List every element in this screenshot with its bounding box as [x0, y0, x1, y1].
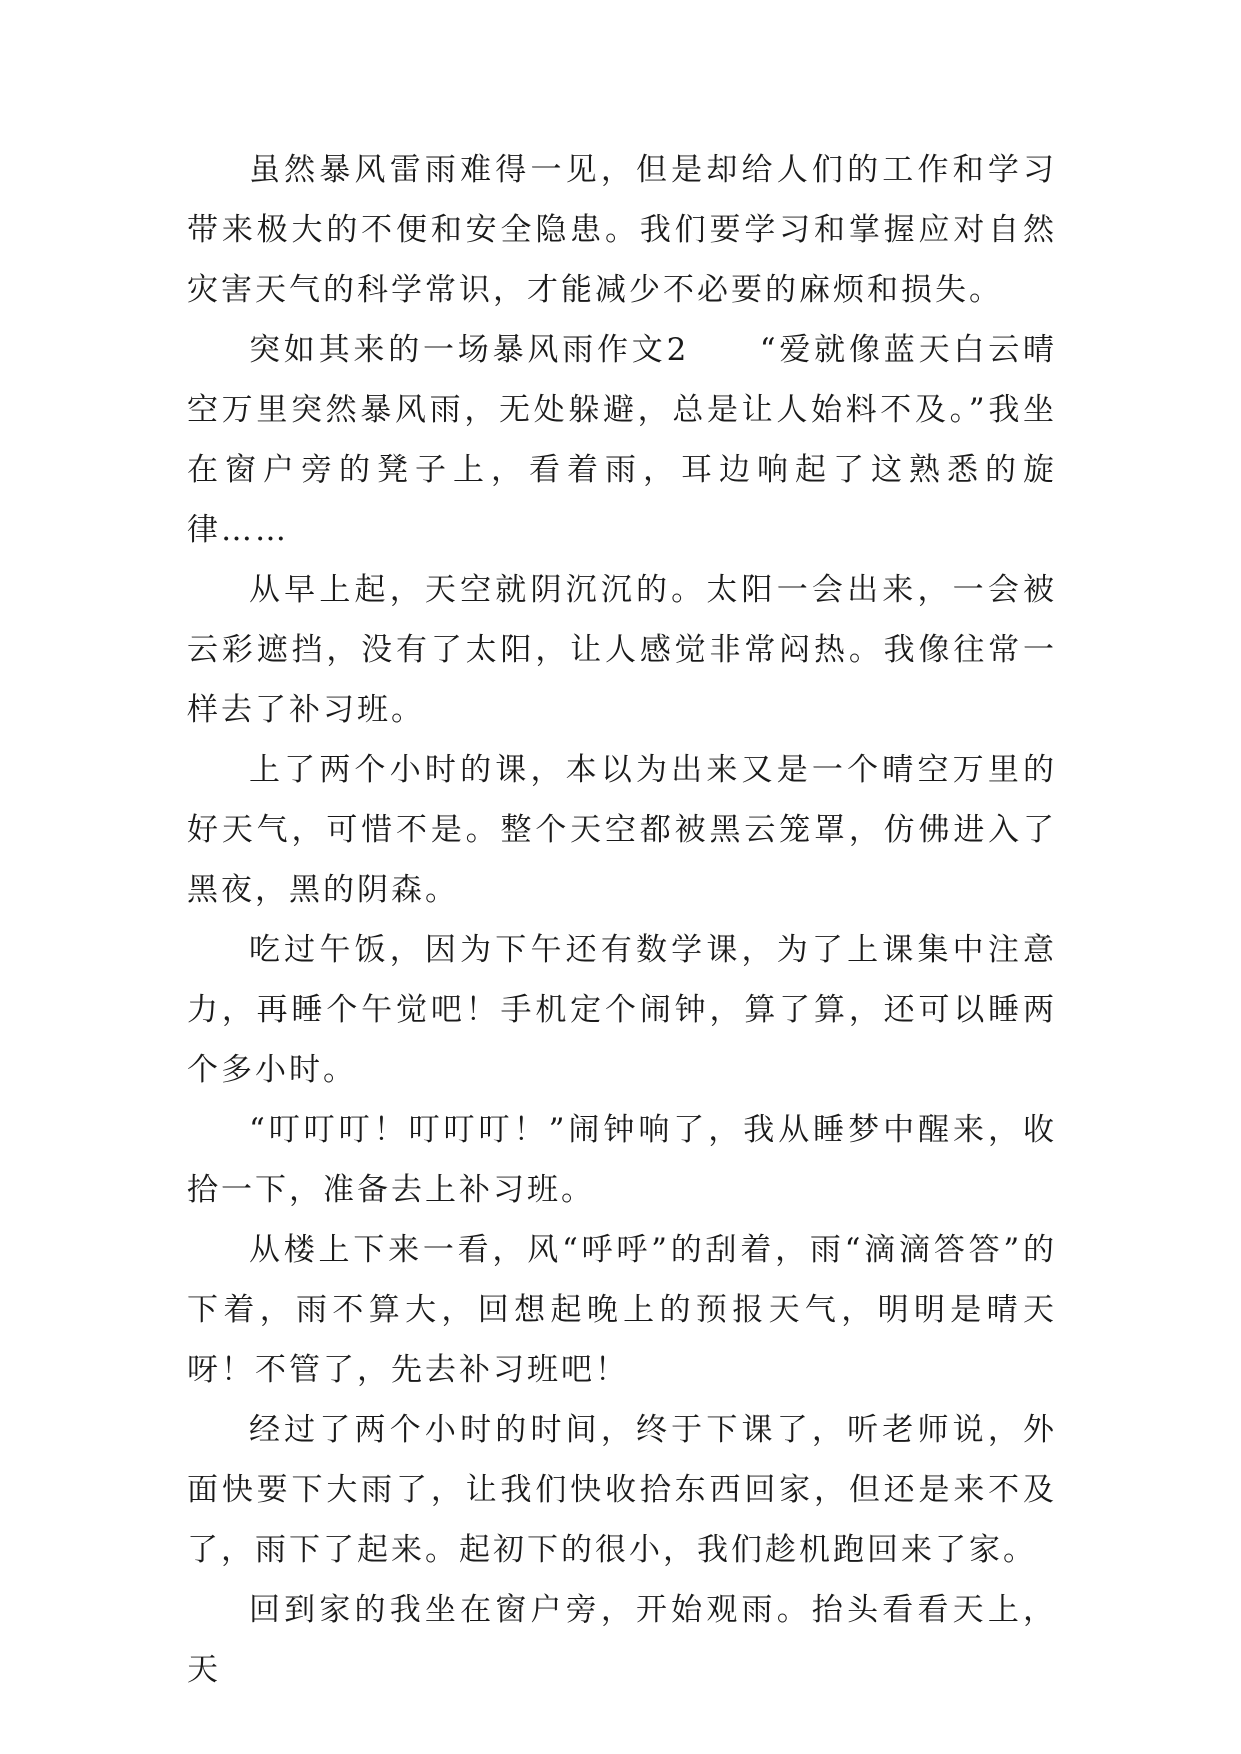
- document-body: [187, 140, 1057, 1700]
- paragraph: “叮叮叮！叮叮叮！”闹钟响了，我从睡梦中醒来，收拾一下，准备去上补习班。: [187, 1112, 1057, 1208]
- paragraph: 突如其来的一场暴风雨作文2 “爱就像蓝天白云晴空万里突然暴风雨，无处躲避，总是让人始料不及。”我坐在窗户旁的凳子上，看着雨，耳边响起了这熟悉的旋律……: [187, 332, 1057, 548]
- paragraph: 虽然暴风雷雨难得一见，但是却给人们的工作和学习带来极大的不便和安全隐患。我们要学习和掌握应对自然灾害天气的科学常识，才能减少不必要的麻烦和损失。: [187, 152, 1057, 308]
- paragraph: 回到家的我坐在窗户旁，开始观雨。抬头看看天上，天: [187, 1592, 1057, 1688]
- paragraph: 从楼上下来一看，风“呼呼”的刮着，雨“滴滴答答”的下着，雨不算大，回想起晚上的预报天气，明明是晴天呀！不管了，先去补习班吧！: [187, 1232, 1057, 1388]
- paragraph: 上了两个小时的课，本以为出来又是一个晴空万里的好天气，可惜不是。整个天空都被黑云笼罩，仿佛进入了黑夜，黑的阴森。: [187, 752, 1057, 908]
- paragraph: 经过了两个小时的时间，终于下课了，听老师说，外面快要下大雨了，让我们快收拾东西回家，但还是来不及了，雨下了起来。起初下的很小，我们趁机跑回来了家。: [187, 1412, 1057, 1568]
- paragraph: 吃过午饭，因为下午还有数学课，为了上课集中注意力，再睡个午觉吧！手机定个闹钟，算了算，还可以睡两个多小时。: [187, 932, 1057, 1088]
- paragraph: 从早上起，天空就阴沉沉的。太阳一会出来，一会被云彩遮挡，没有了太阳，让人感觉非常闷热。我像往常一样去了补习班。: [187, 572, 1057, 728]
